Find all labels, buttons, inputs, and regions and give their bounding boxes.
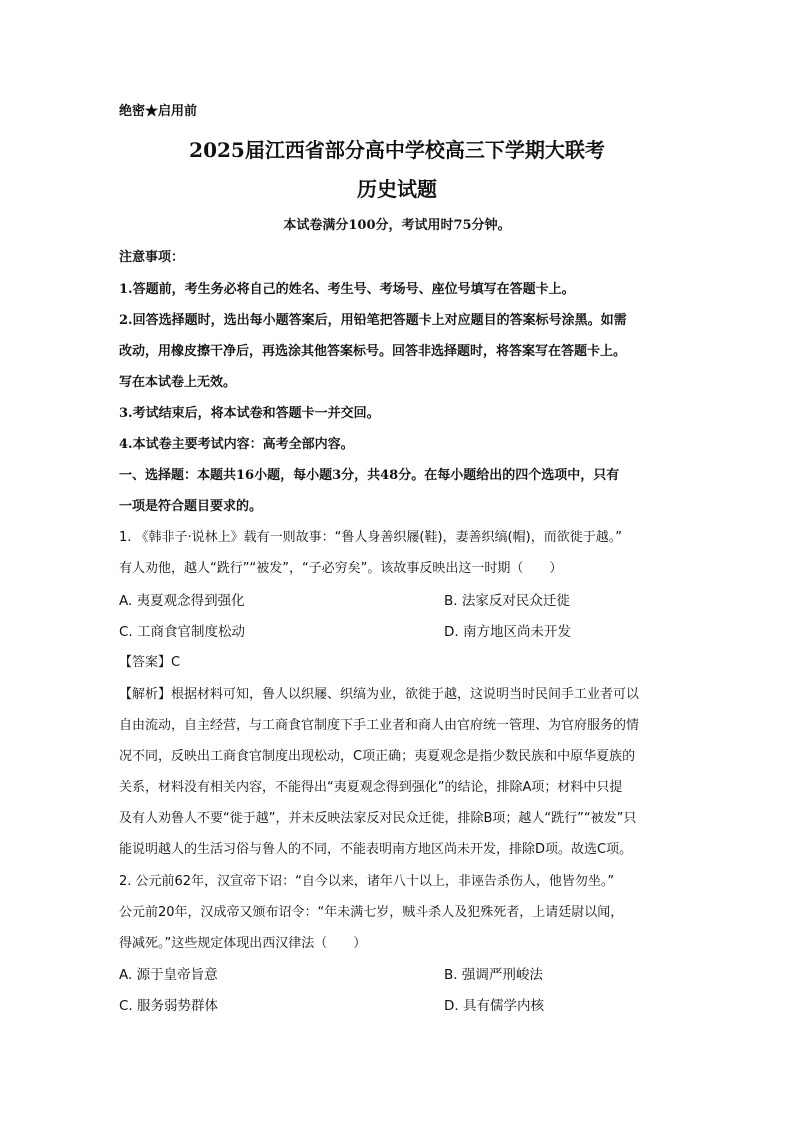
q1-analysis-line: 【解析】根据材料可知，鲁人以织屦、织缟为业，欲徙于越，这说明当时民间手工业者可以 bbox=[119, 687, 640, 702]
subject-title: 历史试题 bbox=[357, 177, 437, 201]
note-item: 2.回答选择题时，选出每小题答案后，用铅笔把答题卡上对应题目的答案标号涂黑。如需 bbox=[119, 313, 627, 328]
exam-info: 本试卷满分100分，考试用时75分钟。 bbox=[283, 218, 511, 233]
note-item: 4.本试卷主要考试内容：高考全部内容。 bbox=[119, 437, 354, 452]
q1-option-c: C. 工商食官制度松动 bbox=[119, 624, 246, 640]
note-item: 写在本试卷上无效。 bbox=[119, 375, 237, 390]
q1-answer: 【答案】C bbox=[119, 655, 181, 670]
q1-analysis-line: 能说明越人的生活习俗与鲁人的不同，不能表明南方地区尚未开发，排除D项。故选C项。 bbox=[119, 842, 633, 857]
q1-analysis-line: 及有人劝鲁人不要“徙于越”，并未反映法家反对民众迁徙，排除B项；越人“跣行”“被发”只 bbox=[119, 811, 637, 826]
section-heading-cont: 一项是符合题目要求的。 bbox=[119, 499, 263, 514]
q2-stem-cont: 公元前20年，汉成帝又颁布诏令：“年未满七岁，贼斗杀人及犯殊死者，上请廷尉以闻， bbox=[119, 905, 624, 920]
q2-stem-cont: 得减死。”这些规定体现出西汉律法（ ） bbox=[119, 936, 367, 951]
q1-option-d: D. 南方地区尚未开发 bbox=[444, 624, 571, 640]
q1-stem: 1. 《韩非子·说林上》载有一则故事：“鲁人身善织屦(鞋)，妻善织缟(帽)，而欲徙于越。” bbox=[119, 530, 622, 545]
q2-option-a: A. 源于皇帝旨意 bbox=[119, 967, 218, 983]
q2-option-b: B. 强调严刑峻法 bbox=[444, 967, 543, 983]
notes-heading: 注意事项： bbox=[119, 250, 185, 265]
q2-option-c: C. 服务弱势群体 bbox=[119, 998, 219, 1014]
q1-stem-cont: 有人劝他，越人“跣行”“被发”，“子必穷矣”。该故事反映出这一时期（ ） bbox=[119, 561, 563, 576]
q1-option-b: B. 法家反对民众迁徙 bbox=[444, 593, 570, 609]
secret-mark: 绝密★启用前 bbox=[119, 104, 198, 119]
exam-title: 2025届江西省部分高中学校高三下学期大联考 bbox=[189, 138, 605, 162]
q2-option-d: D. 具有儒学内核 bbox=[444, 998, 544, 1014]
q1-option-a: A. 夷夏观念得到强化 bbox=[119, 593, 245, 609]
note-item: 1.答题前，考生务必将自己的姓名、考生号、考场号、座位号填写在答题卡上。 bbox=[119, 282, 575, 297]
q2-stem: 2. 公元前62年，汉宣帝下诏：“自今以来，诸年八十以上，非诬告杀伤人，他皆勿坐。” bbox=[119, 874, 615, 889]
q1-analysis-line: 自由流动，自主经营，与工商食官制度下手工业者和商人由官府统一管理、为官府服务的情 bbox=[119, 718, 640, 733]
note-item: 改动，用橡皮擦干净后，再选涂其他答案标号。回答非选择题时，将答案写在答题卡上。 bbox=[119, 344, 627, 359]
section-heading: 一、选择题：本题共16小题，每小题3分，共48分。在每小题给出的四个选项中，只有 bbox=[119, 468, 620, 483]
note-item: 3.考试结束后，将本试卷和答题卡一并交回。 bbox=[119, 406, 380, 421]
q1-analysis-line: 况不同，反映出工商食官制度出现松动，C项正确；夷夏观念是指少数民族和中原华夏族的 bbox=[119, 749, 636, 764]
q1-analysis-line: 关系，材料没有相关内容，不能得出“夷夏观念得到强化”的结论，排除A项；材料中只提 bbox=[119, 780, 623, 795]
